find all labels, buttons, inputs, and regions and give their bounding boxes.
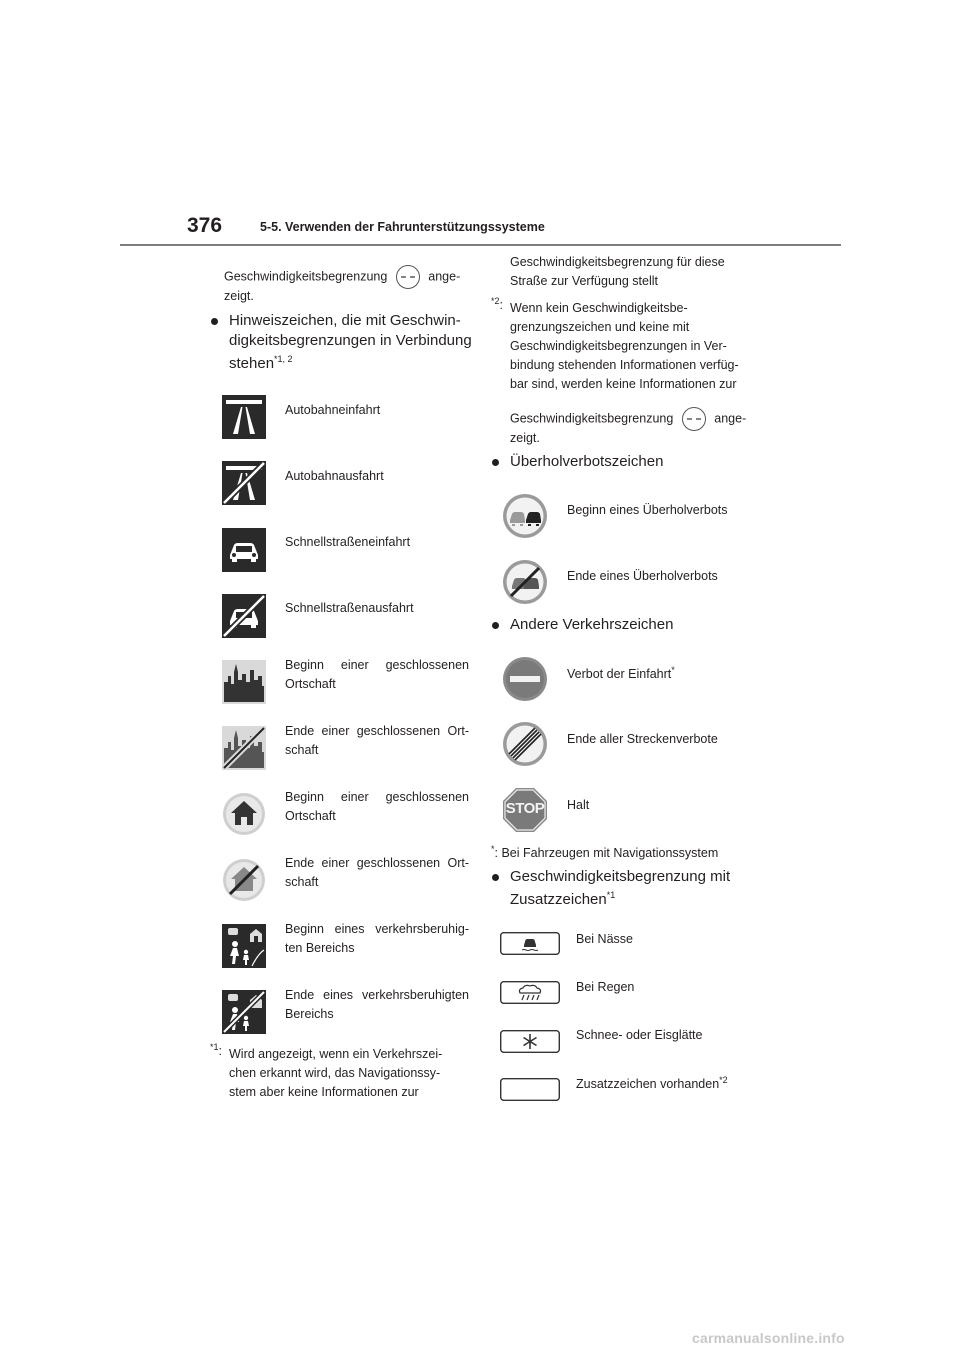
town-entry-icon [222,660,266,704]
town-exit-round-icon [222,858,266,902]
sign-label: Halt [567,798,590,812]
no-overtaking-end-icon [502,559,548,605]
sign-label: Beginn einer geschlossenen Ortschaft [285,658,469,691]
bullet-line: Zusatzzeichen [510,891,607,908]
section-title: 5-5. Verwenden der Fahrunterstützungssysteme [260,220,545,234]
page-number: 376 [187,214,223,237]
sign-label: Verbot der Einfahrt* [567,664,675,681]
rain-plate-icon [500,981,560,1004]
speed-limit-unknown-icon [681,406,707,432]
bullet-line: digkeitsbegrenzungen in Verbindung [229,332,472,349]
continued-text-b: ange- [428,269,461,284]
bullet-line: stehen [229,355,275,372]
continued-text-c: zeigt. [224,289,254,303]
watermark: carmanualsonline.info [692,1330,845,1346]
sign-label: Beginn eines Überholverbots [567,503,728,517]
bullet-dot [492,459,499,466]
bullet-text: Überholverbotszeichen [510,453,664,470]
no-entry-icon [502,656,548,702]
bullet-guidance-signs [211,311,481,381]
sign-label: Beginn einer geschlossenen Ortschaft [285,790,469,823]
bullet-line: Geschwindigkeitsbegrenzung mit [510,868,731,885]
traffic-calmed-area-end-icon [222,990,266,1034]
snowflake-plate-icon [500,1030,560,1053]
traffic-calmed-area-icon [222,924,266,968]
expressway-exit-icon [222,594,266,638]
footnote-text: ange- [714,411,747,426]
sign-label: Autobahnausfahrt [285,469,384,483]
stop-sign-text: STOP [505,800,545,817]
sign-label: Autobahneinfahrt [285,403,381,417]
sign-label: Schnellstraßenausfahrt [285,601,414,615]
footnote-ref: *1, 2 [274,354,293,364]
footnote-text: Bei Fahrzeugen mit Navigationssystem [501,846,719,860]
town-exit-icon [222,726,266,770]
sign-label: Ende einer geschlossenen Ort- schaft [285,856,469,889]
header-rule [120,244,841,246]
sign-label: Schnellstraßeneinfahrt [285,535,411,549]
footnote-2: Wenn kein Geschwindigkeitsbe- grenzungszeichen und keine mit Geschwindigkeitsbegrenzungen in Ver- bindung stehenden Informationen verfüg- bar sind, werden keine Informationen zur [510,301,739,391]
bullet-additional-plates [492,867,762,913]
bullet-dot [492,874,499,881]
plate-label: Bei Nässe [576,932,633,946]
sign-label: Ende einer geschlossenen Ort- schaft [285,724,469,757]
bullet-text: Andere Verkehrszeichen [510,616,674,633]
town-entry-round-icon [222,792,266,836]
expressway-entry-icon [222,528,266,572]
no-overtaking-icon [502,493,548,539]
footnote-1: Wird angezeigt, wenn ein Verkehrszei- chen erkannt wird, das Navigationssy- stem aber keine Informationen zur [229,1047,443,1099]
bullet-dot [492,622,499,629]
continued-text [224,264,460,290]
footnote-mark: $^{*1}$: [210,1041,222,1058]
sign-label: Ende aller Streckenverbote [567,732,718,746]
end-of-restrictions-icon [502,721,548,767]
bullet-other-signs [492,615,752,637]
speed-limit-unknown-icon [395,264,421,290]
plate-label: Bei Regen [576,980,635,994]
bullet-overtaking [492,452,752,474]
sign-label: Ende eines verkehrsberuhigten Bereichs [285,988,469,1021]
footnote-ref: * [671,664,675,675]
sign-label: Beginn eines verkehrsberuhig- ten Bereichs [285,922,469,955]
bullet-dot [211,318,218,325]
motorway-exit-icon [222,461,266,505]
plate-label: Zusatzzeichen vorhanden$^{*2}$ [576,1074,728,1091]
footnote-2-line6 [510,406,746,432]
footnote-3: *: Bei Fahrzeugen mit Navigationssystem [491,843,719,860]
continued-text-right: Geschwindigkeitsbegrenzung für diese Straße zur Verfügung stellt [510,255,725,288]
bullet-line: Hinweiszeichen, die mit Geschwin- [229,312,461,329]
footnote-mark: * [491,843,495,854]
footnote-mark: $^{*2}$: [491,295,503,312]
sign-label: Ende eines Überholverbots [567,569,718,583]
plate-label: Schnee- oder Eisglätte [576,1028,703,1042]
blank-plate-icon [500,1078,560,1101]
footnote-text: Geschwindigkeitsbegrenzung [510,411,674,426]
footnote-ref: *2 [719,1074,728,1085]
footnote-2-line7: zeigt. [510,431,540,445]
motorway-entry-icon [222,395,266,439]
wet-road-plate-icon [500,932,560,955]
footnote-ref: *1 [606,890,616,900]
continued-text-a: Geschwindigkeitsbegrenzung [224,269,388,284]
